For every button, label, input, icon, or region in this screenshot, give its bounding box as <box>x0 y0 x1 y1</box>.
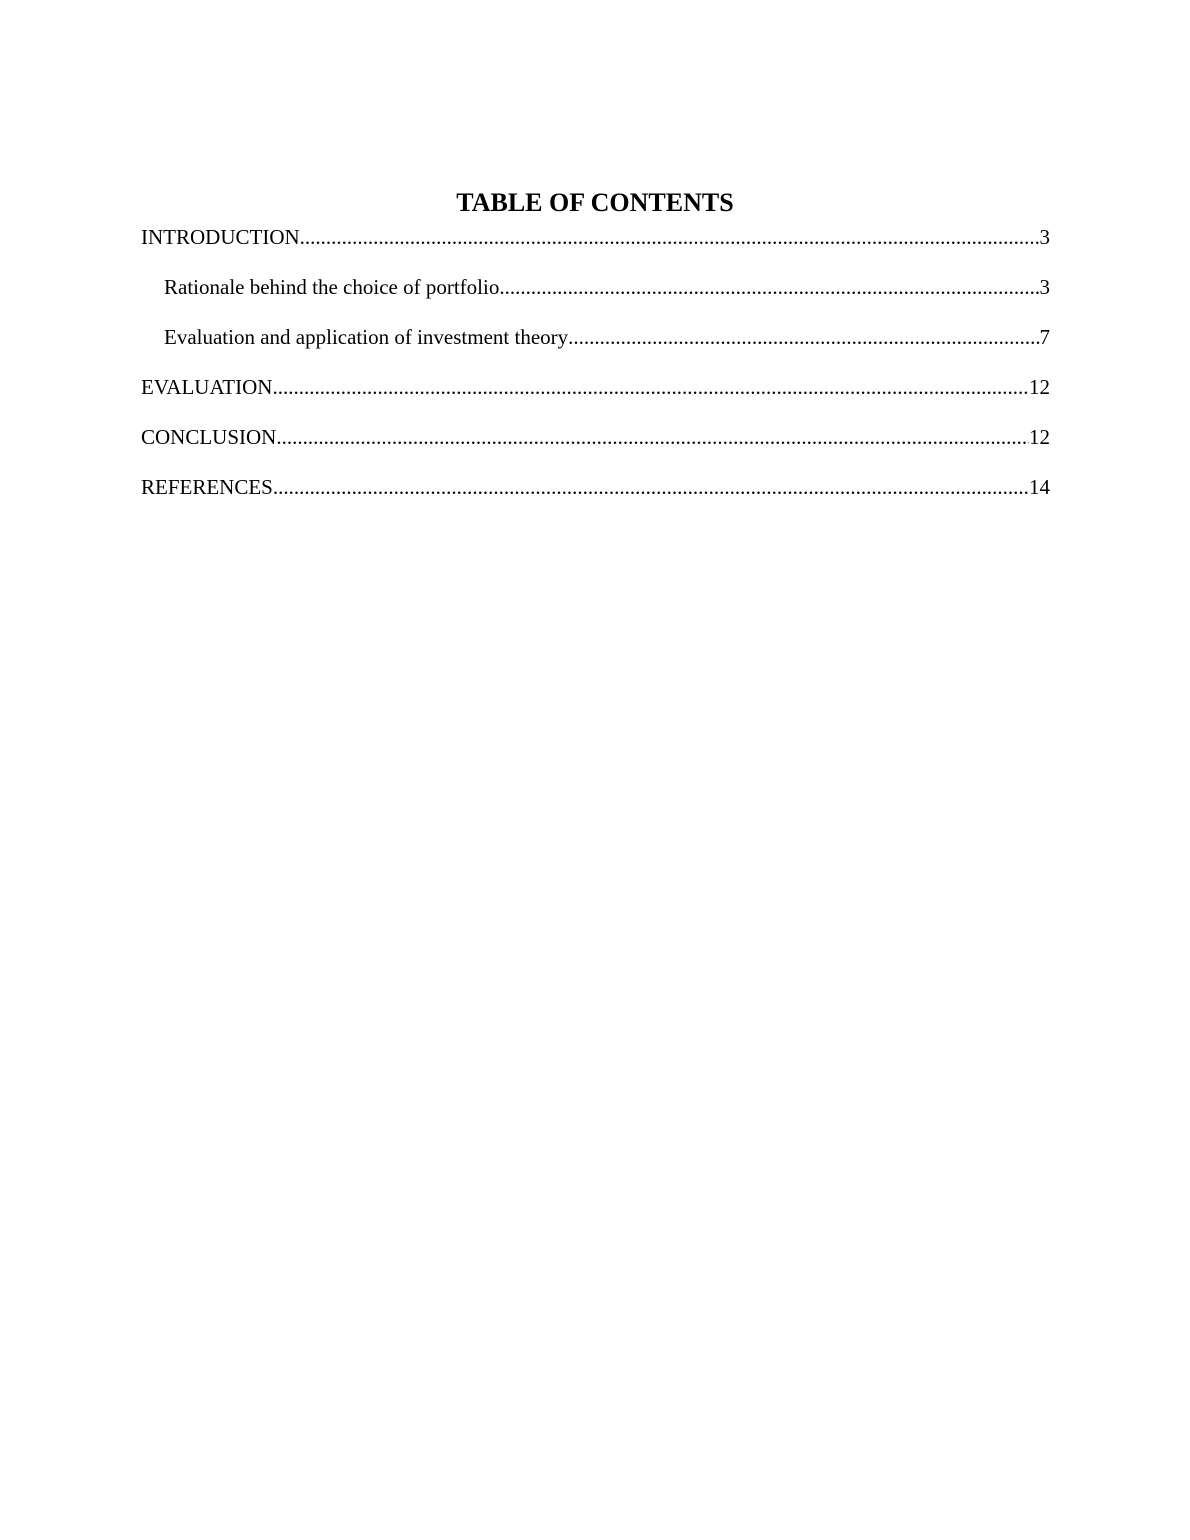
toc-page-number: 3 <box>1039 275 1050 299</box>
toc-entry-label: EVALUATION <box>141 375 273 399</box>
toc-dot-leader <box>276 423 1029 451</box>
toc-entry-evaluation-application[interactable] <box>141 323 1050 351</box>
toc-title: TABLE OF CONTENTS <box>456 188 734 217</box>
toc-dot-leader <box>499 273 1039 301</box>
toc-dot-leader <box>300 223 1040 251</box>
toc-page-number: 3 <box>1039 225 1050 249</box>
toc-entry-label: Rationale behind the choice of portfolio <box>164 275 500 299</box>
toc-entry-label: CONCLUSION <box>141 425 277 449</box>
toc-entry-label: REFERENCES <box>141 475 273 499</box>
toc-entry-introduction[interactable] <box>141 223 1050 251</box>
toc-entry-references[interactable] <box>141 473 1050 501</box>
toc-page-number: 12 <box>1029 425 1050 449</box>
table-of-contents <box>141 223 1050 523</box>
toc-dot-leader <box>568 323 1039 351</box>
toc-dot-leader <box>272 373 1029 401</box>
toc-entry-conclusion[interactable] <box>141 423 1050 451</box>
toc-page-number: 14 <box>1029 475 1050 499</box>
toc-dot-leader <box>273 473 1029 501</box>
toc-entry-evaluation[interactable] <box>141 373 1050 401</box>
toc-page-number: 7 <box>1039 325 1050 349</box>
toc-entry-label: INTRODUCTION <box>141 225 300 249</box>
toc-entry-label: Evaluation and application of investment theory <box>164 325 569 349</box>
toc-page-number: 12 <box>1029 375 1050 399</box>
toc-entry-rationale[interactable] <box>141 273 1050 301</box>
